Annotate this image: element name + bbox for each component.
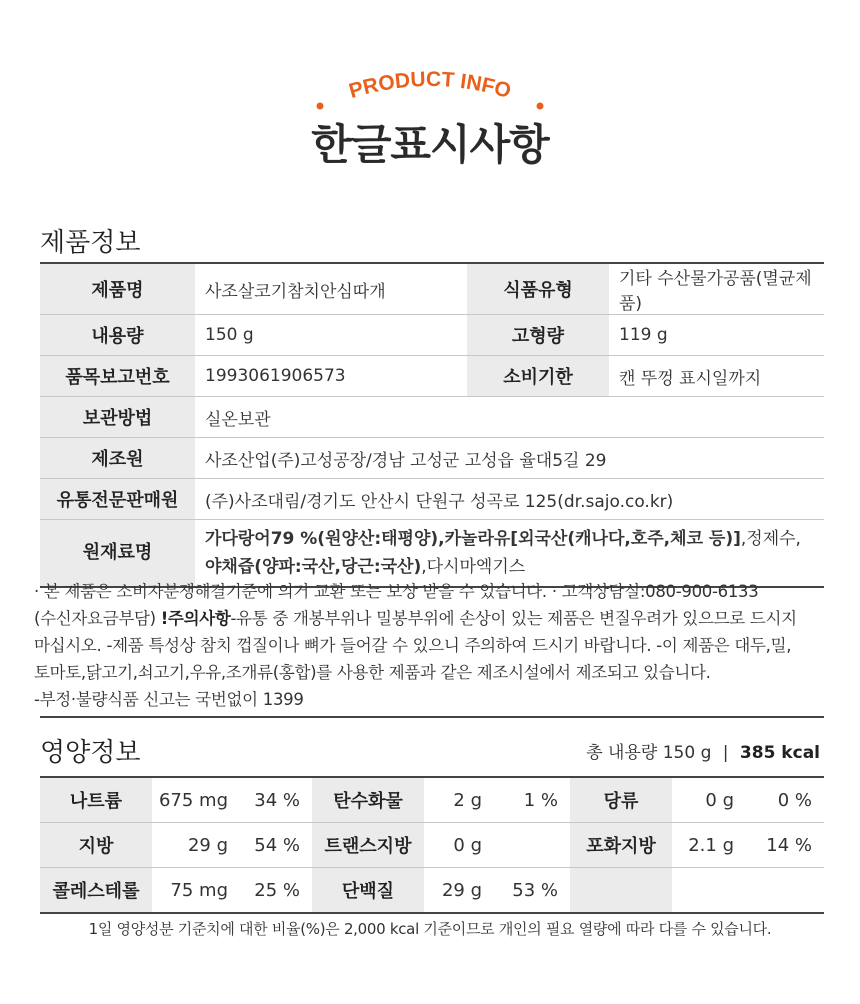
nutrient-name: 포화지방	[570, 823, 672, 868]
table-row	[40, 479, 824, 520]
header	[0, 0, 860, 190]
nutrient-percent: 34 %	[236, 778, 312, 823]
content-label: 내용량	[40, 315, 195, 356]
storage-value: 실온보관	[195, 397, 824, 438]
food-type-label: 식품유형	[467, 263, 609, 315]
product-info-arc	[0, 0, 860, 130]
page-title: 한글표시사항	[311, 120, 549, 169]
nutrient-amount: 0 g	[672, 778, 742, 823]
expiry-label: 소비기한	[467, 356, 609, 397]
total-content: 총 내용량 150 g	[586, 743, 712, 763]
food-type-value: 기타 수산물가공품(멸균제품)	[609, 263, 824, 315]
ingredients-label: 원재료명	[40, 520, 195, 588]
product-name-label: 제품명	[40, 263, 195, 315]
table-row	[40, 823, 824, 868]
nutrient-percent: 0 %	[742, 778, 824, 823]
expiry-value: 캔 뚜껑 표시일까지	[609, 356, 824, 397]
table-row	[40, 397, 824, 438]
seller-label: 유통전문판매원	[40, 479, 195, 520]
nutrient-percent: 14 %	[742, 823, 824, 868]
maker-label: 제조원	[40, 438, 195, 479]
dot-right-icon	[537, 103, 544, 110]
report-number-label: 품목보고번호	[40, 356, 195, 397]
nutrient-name: 지방	[40, 823, 152, 868]
seller-value: (주)사조대림/경기도 안산시 단원구 성곡로 125(dr.sajo.co.kr)	[195, 479, 824, 520]
nutrient-percent: 25 %	[254, 879, 300, 901]
nutrition-total	[586, 738, 820, 763]
nutrient-percent	[490, 823, 570, 868]
content-value: 150 g	[195, 315, 467, 356]
product-info-table	[40, 262, 824, 588]
storage-label: 보관방법	[40, 397, 195, 438]
table-row	[40, 263, 824, 315]
empty-cell	[570, 868, 672, 914]
notice-line: -부정·불량식품 신고는 국번없이 1399	[34, 690, 304, 709]
table-row	[40, 868, 824, 914]
ingredients-juice: 야채즙(양파:국산,당근:국산)	[205, 557, 422, 577]
ingredients-main: 가다랑어79 %(원양산:태평양),카놀라유[외국산(캐나다,호주,체코 등)]	[205, 529, 741, 549]
nutrient-amount: 29 g	[152, 823, 236, 868]
nutrition-footnote: 1일 영양성분 기준치에 대한 비율(%)은 2,000 kcal 기준이므로 개인의 필요 열량에 따라 다를 수 있습니다.	[88, 920, 772, 938]
ingredients-rest-2: ,다시마엑기스	[421, 557, 526, 577]
table-row	[40, 778, 824, 823]
nutrient-amount: 29 g	[441, 879, 482, 901]
product-info-section-title: 제품정보	[40, 228, 141, 258]
nutrient-percent: 53 %	[512, 879, 558, 901]
notice-span: (수신자요금부담)	[34, 609, 161, 628]
maker-value: 사조산업(주)고성공장/경남 고성군 고성읍 율대5길 29	[195, 438, 824, 479]
empty-cell	[742, 868, 824, 914]
product-info-label: PRODUCT INFO	[346, 67, 514, 104]
ingredients-value	[195, 520, 824, 588]
nutrient-percent: 1 %	[490, 778, 570, 823]
table-row	[40, 356, 824, 397]
caution-label: !주의사항	[160, 609, 231, 628]
notice-line: 토마토,닭고기,쇠고기,우유,조개류(홍합)를 사용한 제품과 같은 제조시설에서 제조되고 있습니다.	[34, 663, 711, 682]
nutrient-name: 트랜스지방	[312, 823, 424, 868]
notice-span: -유통 중 개봉부위나 밀봉부위에 손상이 있는 제품은 변질우려가 있으므로 드시지	[230, 609, 797, 628]
table-row	[40, 520, 824, 588]
solid-value: 119 g	[609, 315, 824, 356]
nutrition-section-title: 영양정보	[40, 738, 141, 768]
nutrient-amount: 0 g	[424, 823, 490, 868]
nutrient-name: 당류	[570, 778, 672, 823]
section-divider	[40, 716, 824, 718]
solid-label: 고형량	[467, 315, 609, 356]
product-name-value: 사조살코기참치안심따개	[195, 263, 467, 315]
empty-cell	[672, 868, 742, 914]
total-kcal: 385 kcal	[739, 743, 820, 763]
nutrient-name: 나트륨	[40, 778, 152, 823]
nutrient-amount: 2 g	[424, 778, 490, 823]
nutrient-percent: 54 %	[236, 823, 312, 868]
total-separator: |	[722, 743, 729, 763]
notice-line: · 본 제품은 소비자분쟁해결기준에 의거 교환 또는 보상 받을 수 있습니다. · 고객상담실:080-900-6133	[34, 582, 759, 601]
nutrition-table	[40, 778, 824, 914]
report-number-value: 1993061906573	[195, 356, 467, 397]
notice-line	[34, 605, 824, 632]
nutrient-amount: 75 mg	[170, 879, 228, 901]
nutrient-amount: 675 mg	[152, 778, 236, 823]
dot-left-icon	[317, 103, 324, 110]
nutrient-name: 콜레스테롤	[40, 868, 152, 914]
table-row	[40, 438, 824, 479]
notice-text	[34, 578, 824, 713]
ingredients-rest-1: ,정제수,	[740, 529, 801, 549]
nutrient-amount: 2.1 g	[672, 823, 742, 868]
table-row	[40, 315, 824, 356]
nutrient-name: 탄수화물	[312, 778, 424, 823]
nutrient-name: 단백질	[312, 868, 424, 914]
notice-line: 마십시오. -제품 특성상 참치 껍질이나 뼈가 들어갈 수 있으니 주의하여 드시기 바랍니다. -이 제품은 대두,밀,	[34, 636, 792, 655]
